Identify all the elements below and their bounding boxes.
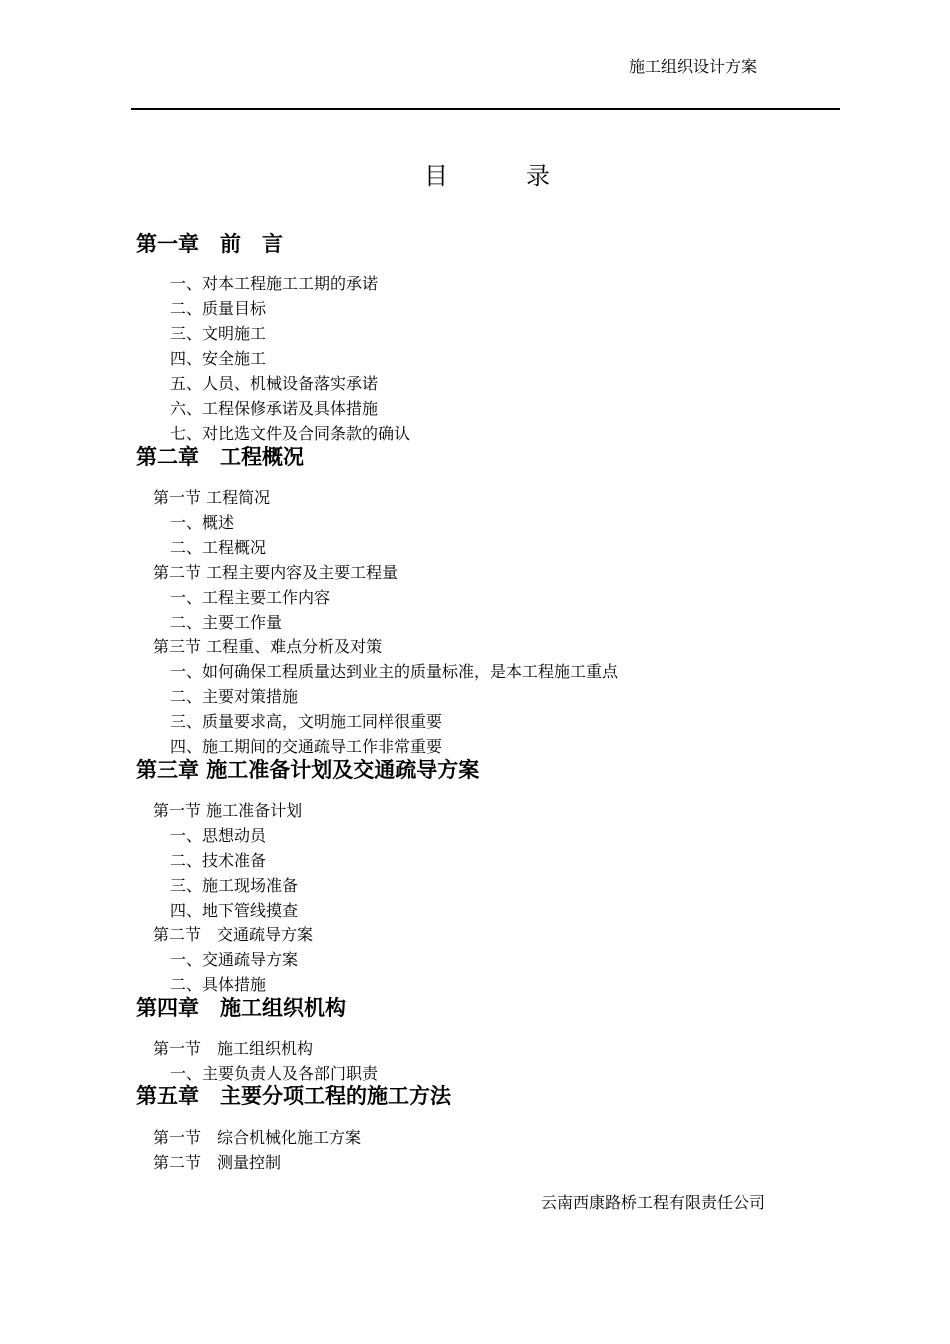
toc-item: 一、思想动员 xyxy=(170,826,267,845)
toc-section: 第二节 测量控制 xyxy=(153,1153,282,1172)
toc-item: 三、施工现场准备 xyxy=(170,876,299,895)
toc-item: 五、人员、机械设备落实承诺 xyxy=(170,374,379,393)
toc-section: 第二节 工程主要内容及主要工程量 xyxy=(153,563,399,582)
toc-title-right: 录 xyxy=(526,162,550,190)
toc-chapter: 第二章 工程概况 xyxy=(136,445,304,469)
toc-item: 四、施工期间的交通疏导工作非常重要 xyxy=(170,737,443,756)
toc-item: 七、对比选文件及合同条款的确认 xyxy=(170,424,411,443)
toc-item: 一、主要负责人及各部门职责 xyxy=(170,1064,379,1083)
toc-item: 一、概述 xyxy=(170,513,235,532)
toc-chapter: 第三章 施工准备计划及交通疏导方案 xyxy=(136,758,480,782)
toc-title-left: 目 xyxy=(424,162,448,190)
page-header-title: 施工组织设计方案 xyxy=(629,57,758,76)
toc-item: 六、工程保修承诺及具体措施 xyxy=(170,399,379,418)
toc-item: 二、技术准备 xyxy=(170,851,267,870)
toc-section: 第三节 工程重、难点分析及对策 xyxy=(153,637,383,656)
toc-item: 二、主要工作量 xyxy=(170,613,283,632)
toc-chapter: 第五章 主要分项工程的施工方法 xyxy=(136,1084,451,1108)
toc-item: 二、具体措施 xyxy=(170,975,267,994)
toc-chapter: 第一章 前 言 xyxy=(136,232,283,256)
toc-section: 第一节 施工准备计划 xyxy=(153,801,303,820)
footer-company: 云南西康路桥工程有限责任公司 xyxy=(541,1193,766,1212)
toc-title xyxy=(424,156,550,191)
toc-section: 第一节 工程简况 xyxy=(153,488,271,507)
toc-item: 一、工程主要工作内容 xyxy=(170,588,331,607)
toc-item: 三、文明施工 xyxy=(170,324,267,343)
toc-item: 四、地下管线摸查 xyxy=(170,901,299,920)
toc-item: 二、质量目标 xyxy=(170,299,267,318)
toc-item: 一、交通疏导方案 xyxy=(170,950,299,969)
toc-item: 二、主要对策措施 xyxy=(170,687,299,706)
toc-item: 四、安全施工 xyxy=(170,349,267,368)
toc-item: 二、工程概况 xyxy=(170,538,267,557)
toc-chapter: 第四章 施工组织机构 xyxy=(136,996,346,1020)
toc-item: 一、对本工程施工工期的承诺 xyxy=(170,274,379,293)
toc-section: 第二节 交通疏导方案 xyxy=(153,925,314,944)
toc-item: 三、质量要求高，文明施工同样很重要 xyxy=(170,712,443,731)
header-rule xyxy=(131,108,840,110)
toc-item: 一、如何确保工程质量达到业主的质量标准，是本工程施工重点 xyxy=(170,662,619,681)
toc-section: 第一节 施工组织机构 xyxy=(153,1039,314,1058)
toc-section: 第一节 综合机械化施工方案 xyxy=(153,1128,362,1147)
